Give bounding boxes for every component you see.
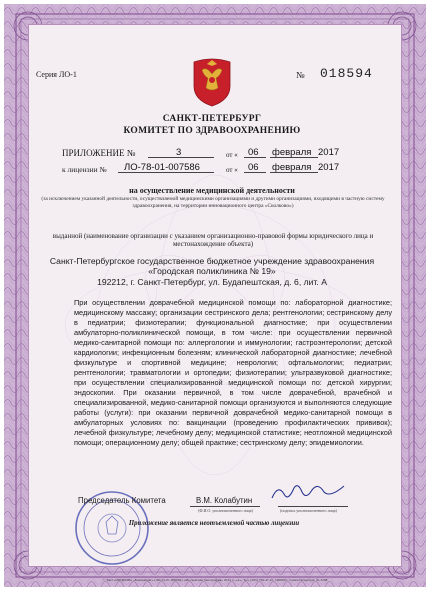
license-day: 06 bbox=[248, 162, 259, 173]
license-date-prefix: от « bbox=[226, 166, 238, 174]
signature-caption: (подпись уполномоченного лица) bbox=[280, 508, 337, 513]
signatory-name: В.М. Колабутин bbox=[196, 496, 253, 505]
print-info: © ЗАО «ОПЦИОН» «Бланкиздат» (ЛО-01-01-000004) «Московская типография» 2014 г., «А», Тел. (495) 726-47-47, 190000 г. Санкт-Петербург, № 3288 bbox=[102, 578, 328, 582]
registration-number: 018594 bbox=[320, 66, 373, 81]
organization-short-name: «Городская поликлиника № 19» bbox=[148, 266, 276, 276]
activity-note: (за исключением указанной деятельности, осуществляемой медицинскими организациями и другими организациями, входящими в частную систему здравоохранения, на территории инновационного центра «Сколково») bbox=[41, 196, 385, 209]
appendix-number: 3 bbox=[176, 147, 182, 158]
license-year: 2017 bbox=[318, 162, 340, 173]
number-sign: № bbox=[296, 70, 305, 80]
organization-address: 192212, г. Санкт-Петербург, ул. Будапештская, д. 6, лит. А bbox=[97, 277, 327, 287]
organization-name: Санкт-Петербургское государственное бюджетное учреждение здравоохранения bbox=[49, 256, 375, 266]
authority-committee: КОМИТЕТ ПО ЗДРАВООХРАНЕНИЮ bbox=[123, 126, 301, 136]
handwritten-signature-icon bbox=[268, 478, 348, 506]
activity-heading: на осуществление медицинской деятельности bbox=[129, 186, 295, 195]
appendix-month: февраля bbox=[272, 147, 312, 158]
appendix-day: 06 bbox=[248, 147, 259, 158]
series-label: Серия ЛО-1 bbox=[36, 70, 77, 79]
appendix-year: 2017 bbox=[318, 147, 340, 158]
license-month: февраля bbox=[272, 162, 312, 173]
license-label: к лицензии № bbox=[62, 165, 107, 174]
appendix-label: ПРИЛОЖЕНИЕ № bbox=[62, 148, 136, 158]
issued-label: выданной (наименование организации с указанием организационно-правовой формы юридического лица и местонахождение объекта) bbox=[52, 232, 374, 248]
coat-of-arms-icon bbox=[188, 56, 236, 108]
license-number: ЛО-78-01-007586 bbox=[124, 162, 200, 173]
appendix-date-prefix: от « bbox=[226, 151, 238, 159]
signatory-position: Председатель Комитета bbox=[78, 496, 166, 505]
appendix-footer-note: Приложение является неотъемлемой частью лицензии bbox=[128, 520, 300, 527]
authority-city: САНКТ-ПЕТЕРБУРГ bbox=[162, 114, 262, 124]
signatory-name-caption: (Ф.И.О. уполномоченного лица) bbox=[198, 508, 253, 513]
services-text: При осуществлении доврачебной медицинской помощи по: лабораторной диагностике; медицинскому массажу; организации сестринского дела; рентгенологии; сестринскому делу в педиатрии; физиотерапии; функциональной диагностике; при осуществлении амбулаторно-поликлинической помощи, в том числе: при осуществлении первичной медико-санитарной помощи по: аллергологии и иммунологии; гастроэнтерологии; детской кардиологии; инфекционным болезням; клинической лабораторной диагностике; лечебной физкультуре и спортивной медицине; неврологии; офтальмологии; педиатрии; рентгенологии; травматологии и ортопедии; физиотерапии; ультразвуковой диагностике; при осуществлении специализированной медицинской помощи по: детской хирургии; эндоскопии. При оказании первичной, в том числе доврачебной, врачебной и специализированной, медико-санитарной помощи организуются и выполняются следующие работы (услуги): при оказании первичной доврачебной медико-санитарной помощи в амбулаторных условиях по: вакцинации (проведению профилактических прививок); лечебной физкультуре; лечебному делу; медицинской статистике; неотложной медицинской помощи; операционному делу; общей практике; сестринскому делу; эпидемиологии. bbox=[74, 298, 392, 447]
